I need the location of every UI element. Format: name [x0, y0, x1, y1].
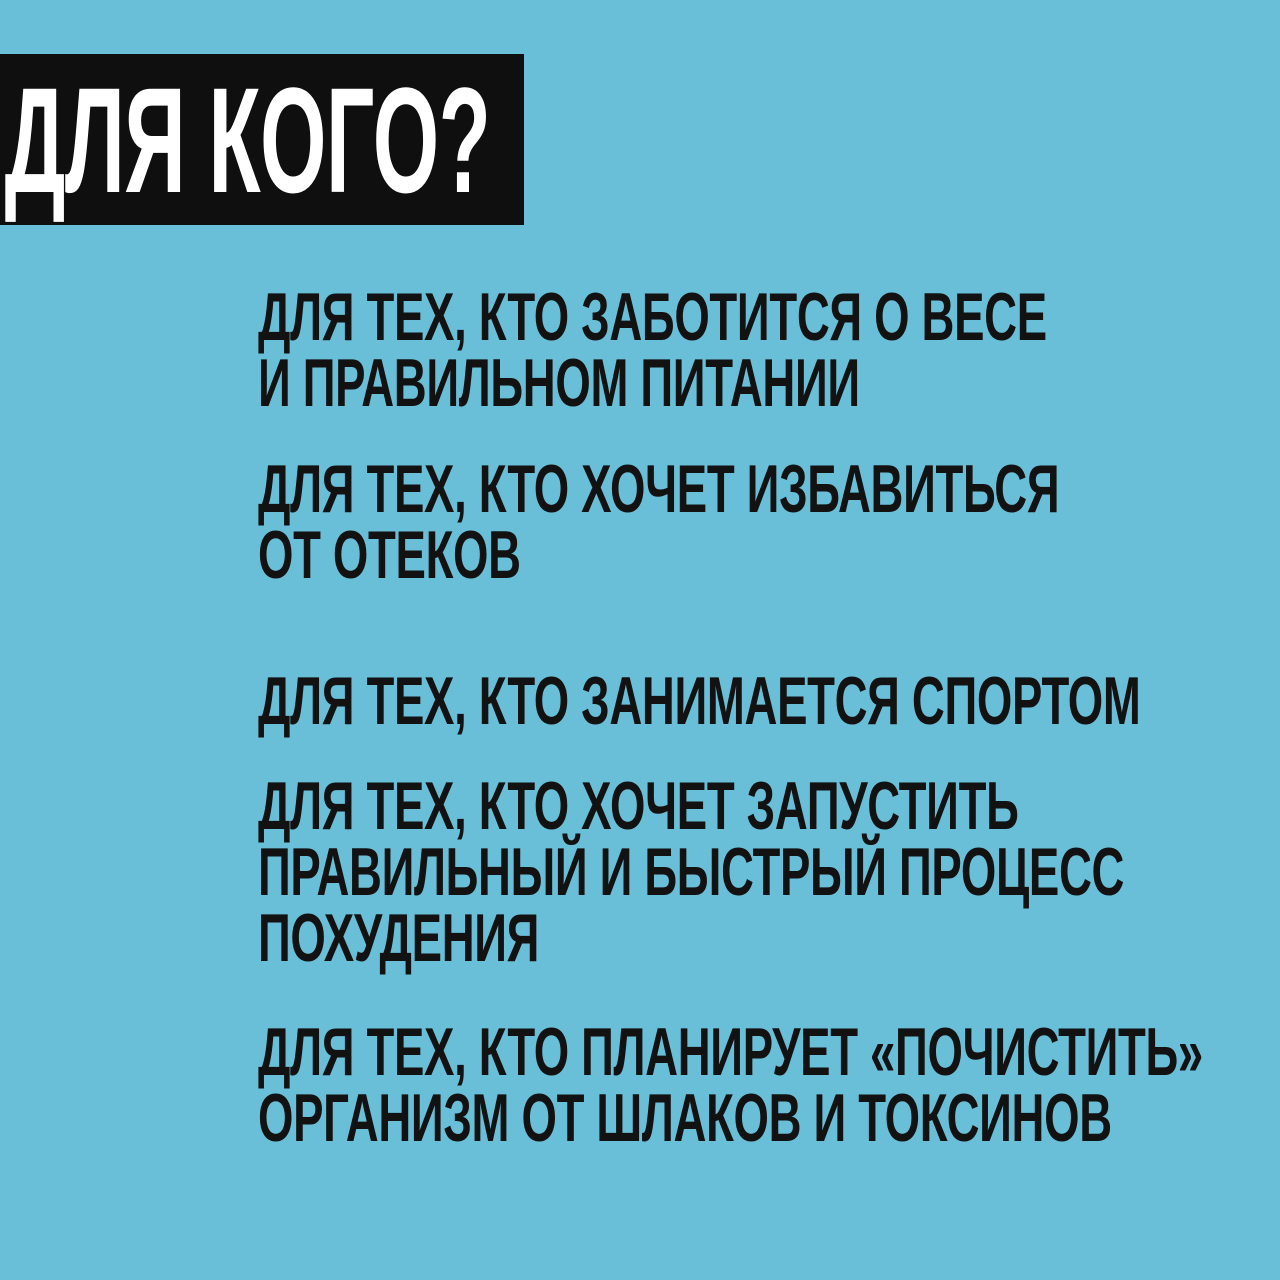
audience-item-line: ДЛЯ ТЕХ, КТО ЗАБОТИТСЯ О ВЕСЕ [258, 279, 1047, 355]
audience-item-line: ОРГАНИЗМ ОТ ШЛАКОВ И ТОКСИНОВ [258, 1080, 1112, 1156]
audience-item-line: ДЛЯ ТЕХ, КТО ХОЧЕТ ЗАПУСТИТЬ [258, 768, 1019, 844]
audience-item-line: ПРАВИЛЬНЫЙ И БЫСТРЫЙ ПРОЦЕСС [258, 834, 1125, 910]
audience-item-line: ОТ ОТЕКОВ [258, 517, 521, 593]
audience-list [258, 279, 1280, 1156]
header-badge [0, 54, 524, 225]
audience-item-line: ДЛЯ ТЕХ, КТО ЗАНИМАЕТСЯ СПОРТОМ [258, 663, 1141, 739]
page-title: ДЛЯ КОГО? [4, 55, 491, 224]
audience-item [258, 279, 1203, 421]
audience-item [258, 451, 1203, 593]
audience-item [258, 1014, 1203, 1156]
audience-item-line: ДЛЯ ТЕХ, КТО ПЛАНИРУЕТ «ПОЧИСТИТЬ» [258, 1014, 1203, 1090]
audience-item-line: ДЛЯ ТЕХ, КТО ХОЧЕТ ИЗБАВИТЬСЯ [258, 451, 1060, 527]
audience-item-line: ПОХУДЕНИЯ [258, 900, 540, 976]
audience-item-line: И ПРАВИЛЬНОМ ПИТАНИИ [258, 345, 860, 421]
audience-item [258, 663, 1203, 739]
audience-item [258, 768, 1203, 976]
